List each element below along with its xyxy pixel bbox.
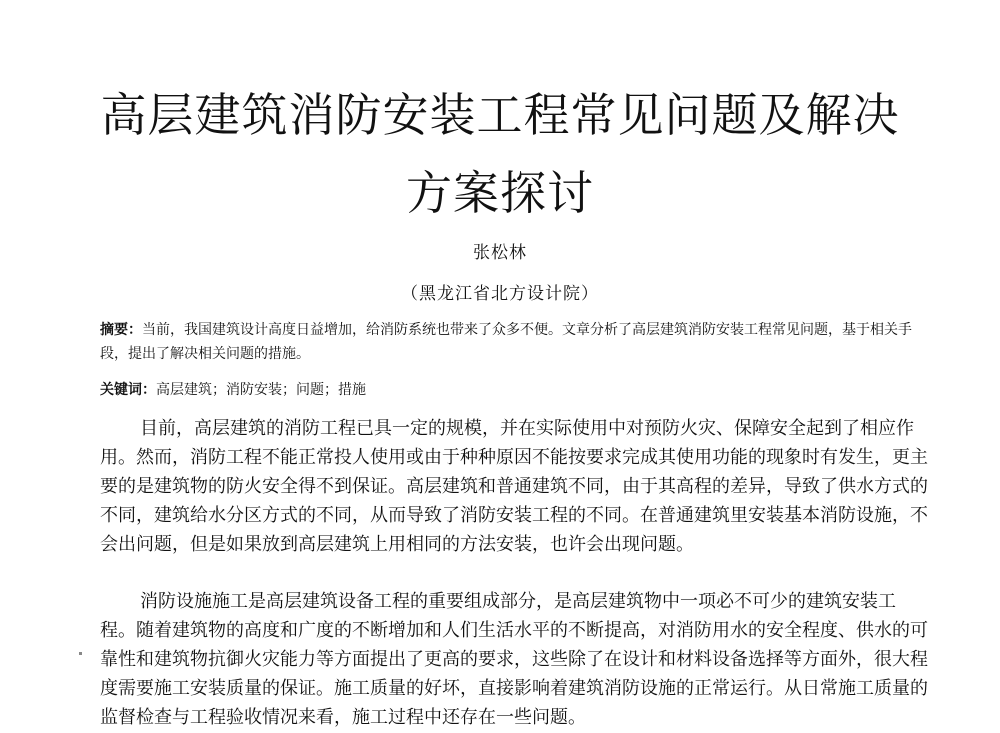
keywords: [100, 378, 930, 402]
body-paragraph-2: 消防设施施工是高层建筑设备工程的重要组成部分，是高层建筑物中一项必不可少的建筑安装工程。随着建筑物的高度和广度的不断增加和人们生活水平的不断提高，对消防用水的安全程度、供水的可靠性和建筑物抗御火灾能力等方面提出了更高的要求，这些除了在设计和材料设备选择等方面外，很大程度需要施工安装质量的保证。施工质量的好坏，直接影响着建筑消防设施的正常运行。从日常施工质量的监督检查与工程验收情况来看，施工过程中还存在一些问题。: [100, 591, 928, 728]
author-name: 张松林: [473, 243, 527, 263]
keywords-text: 高层建筑；消防安装；问题；措施: [156, 382, 366, 398]
author-affiliation: （黑龙江省北方设计院）: [401, 284, 599, 304]
paper-title-line-1: 高层建筑消防安装工程常见问题及解决: [100, 88, 900, 142]
scan-speck: [79, 652, 82, 655]
keywords-label: 关键词：: [100, 382, 156, 398]
abstract-label: 摘要：: [100, 322, 142, 338]
paper-title-line-2: 方案探讨: [406, 166, 594, 220]
abstract-text: 当前，我国建筑设计高度日益增加，给消防系统也带来了众多不便。文章分析了高层建筑消防安装工程常见问题，基于相关手段，提出了解决相关问题的措施。: [100, 322, 912, 362]
body-paragraph-1: 目前，高层建筑的消防工程已具一定的规模，并在实际使用中对预防火灾、保障安全起到了相应作用。然而，消防工程不能正常投人使用或由于种种原因不能按要求完成其使用功能的现象时有发生，更主要的是建筑物的防火安全得不到保证。高层建筑和普通建筑不同，由于其高程的差异，导致了供水方式的不同，建筑给水分区方式的不同，从而导致了消防安装工程的不同。在普通建筑里安装基本消防设施，不会出问题，但是如果放到高层建筑上用相同的方法安装，也许会出现问题。: [100, 418, 928, 555]
abstract: [100, 318, 930, 366]
